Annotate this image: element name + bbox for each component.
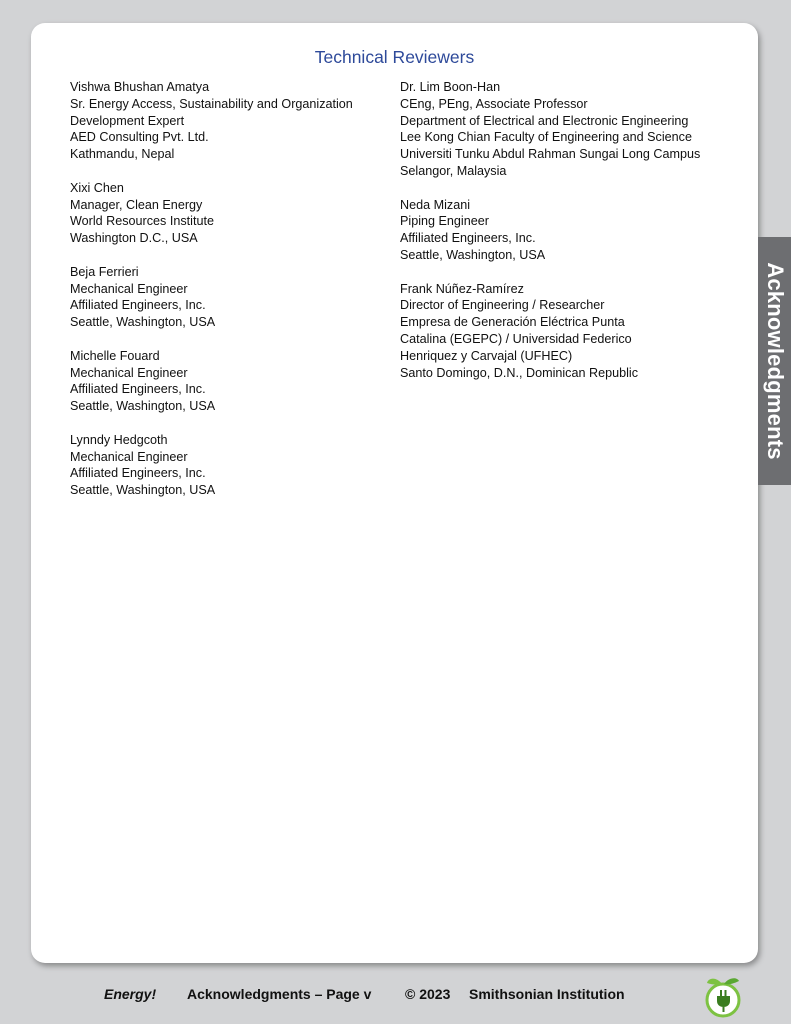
reviewer-name: Frank Núñez-Ramírez [400, 281, 524, 296]
reviewer-detail: Mechanical Engineer [70, 281, 188, 296]
reviewer-entry [70, 264, 390, 331]
reviewer-detail: Empresa de Generación Eléctrica Punta [400, 315, 625, 330]
reviewer-detail: Development Expert [70, 113, 185, 128]
reviewer-detail: Manager, Clean Energy [70, 197, 203, 212]
reviewer-detail: Selangor, Malaysia [400, 163, 507, 178]
reviewer-detail: AED Consulting Pvt. Ltd. [70, 130, 209, 145]
plug-leaf-icon [703, 974, 743, 1020]
reviewer-detail: Affiliated Engineers, Inc. [70, 382, 206, 397]
reviewer-detail: Seattle, Washington, USA [70, 483, 216, 498]
reviewer-detail: CEng, PEng, Associate Professor [400, 96, 588, 111]
reviewer-detail: Sr. Energy Access, Sustainability and Organization [70, 96, 353, 111]
reviewer-name: Michelle Fouard [70, 348, 160, 363]
section-title: Technical Reviewers [314, 47, 475, 67]
side-tab [758, 237, 791, 485]
reviewer-detail: World Resources Institute [70, 214, 214, 229]
reviewers-right-column [400, 79, 740, 398]
footer-page-label: Acknowledgments – Page v [187, 986, 372, 1002]
reviewer-detail: Catalina (EGEPC) / Universidad Federico [400, 331, 632, 346]
page-card [31, 23, 758, 963]
reviewer-detail: Universiti Tunku Abdul Rahman Sungai Long Campus [400, 147, 701, 162]
reviewer-detail: Affiliated Engineers, Inc. [70, 298, 206, 313]
reviewer-detail: Seattle, Washington, USA [70, 315, 216, 330]
reviewer-detail: Mechanical Engineer [70, 449, 188, 464]
reviewers-left-column [70, 79, 390, 516]
reviewer-name: Beja Ferrieri [70, 264, 139, 279]
reviewer-name: Neda Mizani [400, 197, 470, 212]
reviewer-entry [70, 348, 390, 415]
reviewer-entry [70, 432, 390, 499]
reviewer-detail: Seattle, Washington, USA [400, 247, 546, 262]
reviewer-entry [400, 79, 740, 180]
reviewer-entry [70, 79, 390, 163]
reviewer-entry [70, 180, 390, 247]
reviewer-detail: Washington D.C., USA [70, 231, 198, 246]
reviewer-detail: Santo Domingo, D.N., Dominican Republic [400, 365, 638, 380]
reviewer-name: Dr. Lim Boon-Han [400, 80, 501, 94]
reviewer-detail: Mechanical Engineer [70, 365, 188, 380]
footer-copyright: © 2023 [405, 986, 451, 1002]
reviewer-detail: Affiliated Engineers, Inc. [70, 466, 206, 481]
reviewer-name: Lynndy Hedgcoth [70, 432, 168, 447]
reviewer-name: Vishwa Bhushan Amatya [70, 80, 210, 94]
reviewer-detail: Lee Kong Chian Faculty of Engineering and Science [400, 130, 692, 145]
reviewer-detail: Seattle, Washington, USA [70, 399, 216, 414]
reviewer-detail: Director of Engineering / Researcher [400, 298, 605, 313]
footer-title: Energy! [104, 986, 157, 1002]
reviewer-detail: Affiliated Engineers, Inc. [400, 231, 536, 246]
reviewer-detail: Piping Engineer [400, 214, 489, 229]
footer-organization: Smithsonian Institution [469, 986, 625, 1002]
reviewer-detail: Henriquez y Carvajal (UFHEC) [400, 348, 573, 363]
reviewer-entry [400, 281, 740, 382]
reviewer-detail: Department of Electrical and Electronic Engineering [400, 113, 689, 128]
reviewer-detail: Kathmandu, Nepal [70, 147, 175, 162]
reviewer-entry [400, 197, 740, 264]
reviewer-name: Xixi Chen [70, 180, 124, 195]
side-tab-label: Acknowledgments [762, 262, 788, 460]
